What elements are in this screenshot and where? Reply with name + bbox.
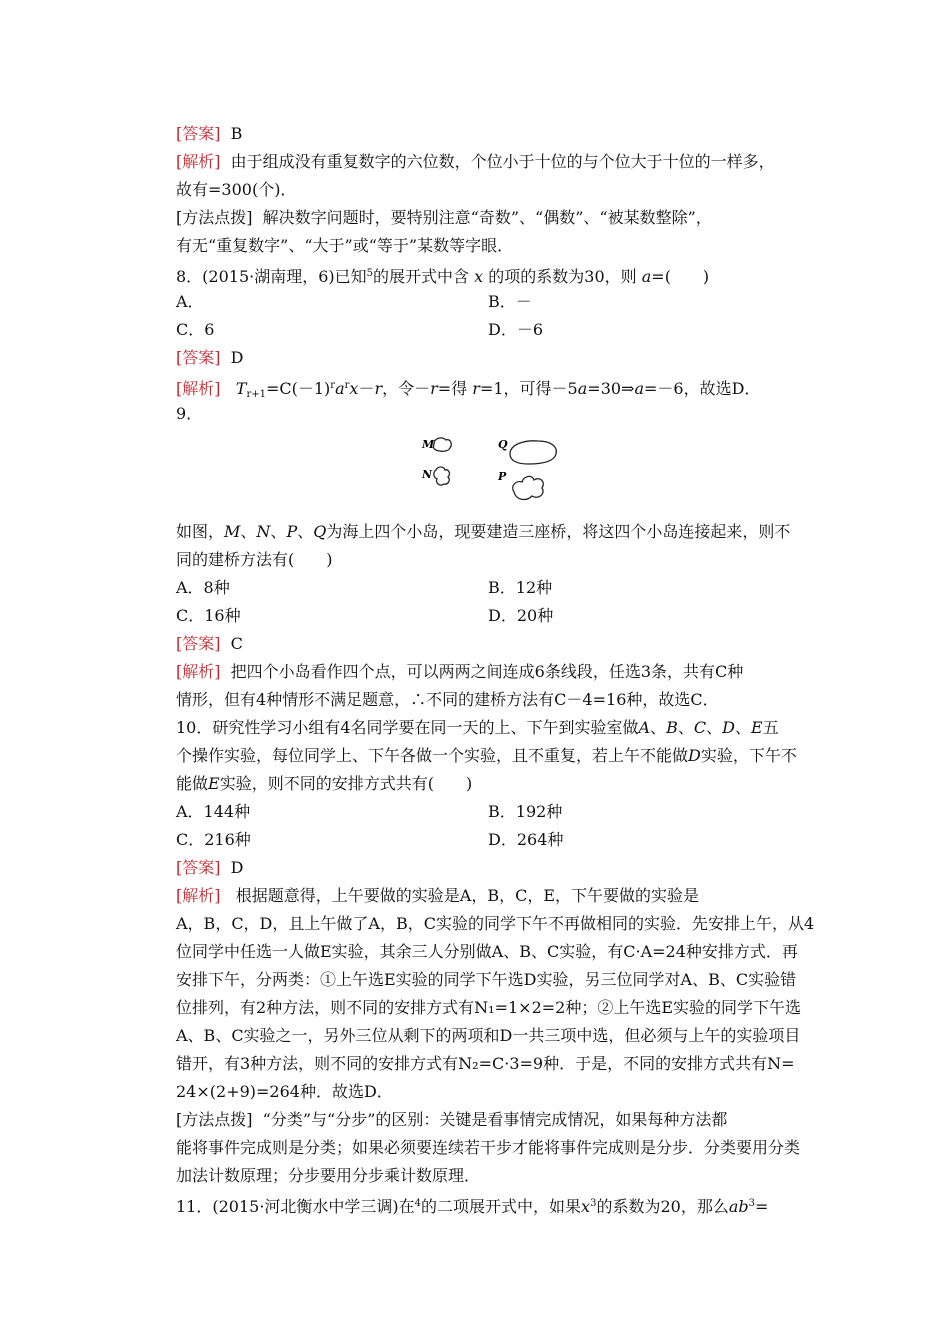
analysis-tag: [解析] [176, 662, 221, 681]
q8-part: 的展开式中含 [373, 267, 470, 286]
q10-part: 个操作实验，每位同学上、下午各做一个实验，且不重复，若上午不能做 [176, 746, 689, 765]
e8-a: a [577, 379, 588, 398]
question-8 [176, 264, 709, 287]
analysis-line-7 [176, 152, 775, 172]
e8-T: T [235, 379, 247, 398]
q11-part: = [754, 1197, 769, 1216]
q11-var-x: x [581, 1197, 591, 1216]
e8-r: r [472, 379, 480, 398]
method-text-cont: 有无“重复数字”、“大于”或“等于”某数等字眼． [176, 236, 514, 255]
q9-option-a: A．8种 [176, 578, 230, 597]
answer-value: C [230, 634, 243, 653]
q11-exp: 4 [414, 1198, 422, 1209]
q8-exp: 5 [366, 268, 374, 279]
q10-part: 能做 [176, 774, 209, 793]
e8-sub: r+1 [246, 389, 266, 400]
island-p-shape [513, 476, 544, 499]
method-text-cont: 加法计数原理；分步要用分步乘计数原理． [176, 1166, 481, 1185]
q9-var: M [224, 522, 241, 541]
method-text-cont: 能将事件完成则是分类；如果必须要连续若干步才能将事件完成则是分步．分类要用分类 [176, 1138, 801, 1157]
analysis-text-cont: A，B，C，D，且上午做了A，B，C实验的同学下午不再做相同的实验．先安排上午，从4 [176, 914, 815, 933]
island-label-p: P [498, 470, 507, 483]
answer-tag: [答案] [176, 348, 221, 367]
question-11 [176, 1194, 768, 1217]
e8-r: r [374, 379, 383, 398]
analysis-text-cont: 24×(2+9)=264种．故选D． [176, 1082, 393, 1101]
q10-sep: 、 [650, 718, 667, 737]
answer-line-10 [176, 858, 244, 878]
e8-part: － [358, 379, 375, 398]
q9-text-line1 [176, 522, 790, 542]
q11-part: 的二项展开式中，如果 [421, 1197, 582, 1216]
e8-part: =C(－1) [265, 379, 331, 398]
q10-part: 五 [762, 718, 779, 737]
q8-option-c: C．6 [176, 320, 215, 339]
e8-r: r [430, 379, 438, 398]
e8-a: a [335, 379, 345, 398]
q9-option-c: C．16种 [176, 606, 241, 625]
e8-x: x [349, 379, 359, 398]
answer-tag: [答案] [176, 858, 221, 877]
answer-line-7 [176, 124, 242, 144]
analysis-line-10 [176, 886, 699, 906]
q10-sep: 、 [735, 718, 752, 737]
method-text: “分类”与“分步”的区别：关键是看事情完成情况，如果每种方法都 [262, 1110, 728, 1129]
q11-exp: 3 [590, 1198, 597, 1209]
method-tag: [方法点拨] [176, 1110, 253, 1129]
island-label-m: M [422, 438, 435, 451]
q10-line1 [176, 718, 779, 738]
analysis-text-cont: 故有=300(个)． [176, 180, 297, 199]
q10-var: E [751, 718, 763, 737]
q10-var: A [638, 718, 651, 737]
analysis-line-9 [176, 662, 743, 682]
q10-var: D [722, 718, 735, 737]
method-text: 解决数字问题时，要特别注意“奇数”、“偶数”、“被某数整除”， [262, 208, 712, 227]
e8-part: =1，可得－5 [479, 379, 578, 398]
q8-option-a: A． [176, 292, 204, 311]
answer-value: D [230, 348, 244, 367]
islands-figure [420, 432, 560, 512]
answer-value: B [230, 124, 243, 143]
island-label-q: Q [498, 438, 508, 451]
q9-var: N [256, 522, 271, 541]
e8-part: =30⇒ [587, 379, 635, 398]
e8-a: a [634, 379, 644, 398]
island-n-shape [434, 467, 450, 485]
q10-sep: 、 [706, 718, 723, 737]
q10-option-b: B．192种 [488, 802, 563, 821]
q8-part: =( ) [651, 267, 710, 286]
q10-var: C [693, 718, 707, 737]
q9-option-d: D．20种 [488, 606, 554, 625]
q10-line2 [176, 746, 797, 766]
q8-var-a: a [641, 267, 652, 286]
analysis-text-cont: 位同学中任选一人做E实验，其余三人分别做A、B、C实验，有C·A=24种安排方式．再 [176, 942, 798, 961]
analysis-line-8 [176, 376, 760, 405]
analysis-tag: [解析] [176, 886, 221, 905]
q10-var: B [666, 718, 678, 737]
island-label-n: N [422, 468, 433, 481]
q11-part: 的系数为20，那么 [596, 1197, 729, 1216]
e8-part: =－6，故选D． [644, 379, 761, 398]
q11-exp: 3 [748, 1198, 755, 1209]
analysis-text: 由于组成没有重复数字的六位数，个位小于十位的与个位大于十位的一样多， [230, 152, 775, 171]
q10-part: 10．研究性学习小组有4名同学要在同一天的上、下午到实验室做 [176, 718, 639, 737]
analysis-text: 根据题意得，上午要做的实验是A，B，C，E，下午要做的实验是 [235, 886, 700, 905]
q8-option-b: B．－ [488, 292, 532, 311]
method-tag: [方法点拨] [176, 208, 253, 227]
analysis-text-cont: A、B、C实验之一，另外三位从剩下的两项和D一共三项中选，但必须与上午的实验项目 [176, 1026, 801, 1045]
q9-sep: 、 [270, 522, 287, 541]
q10-sep: 、 [677, 718, 694, 737]
q9-option-b: B．12种 [488, 578, 553, 597]
island-m-shape [433, 438, 451, 451]
q10-option-d: D．264种 [488, 830, 564, 849]
analysis-tag: [解析] [176, 379, 221, 398]
q10-part: 实验，则不同的安排方式共有( ) [219, 774, 473, 793]
method-line-10 [176, 1110, 727, 1130]
q9-part: 如图， [176, 522, 225, 541]
q9-sep: 、 [240, 522, 257, 541]
analysis-text-cont: 错开，有3种方法，则不同的安排方式有N₂=C·3=9种．于是，不同的安排方式共有N= [176, 1054, 795, 1073]
q10-option-c: C．216种 [176, 830, 251, 849]
q8-var-x: x [474, 267, 484, 286]
q9-text-line2: 同的建桥方法有( ) [176, 550, 333, 569]
q9-sep: 、 [297, 522, 314, 541]
answer-value: D [230, 858, 244, 877]
q11-var-ab: ab [728, 1197, 749, 1216]
e8-sup: r [344, 380, 350, 391]
q10-part: 实验，下午不 [700, 746, 797, 765]
answer-tag: [答案] [176, 124, 221, 143]
method-line-7 [176, 208, 712, 228]
e8-sup: r [330, 380, 336, 391]
q11-part: 11．(2015·河北衡水中学三调)在 [176, 1197, 415, 1216]
q10-var: D [688, 746, 701, 765]
q8-part: 8．(2015·湖南理，6)已知 [176, 267, 367, 286]
answer-line-8 [176, 348, 244, 368]
e8-part: =得 [437, 379, 468, 398]
island-q-shape [510, 441, 556, 464]
q8-option-d: D．－6 [488, 320, 544, 339]
analysis-tag: [解析] [176, 152, 221, 171]
q9-part: 为海上四个小岛，现要建造三座桥，将这四个小岛连接起来，则不 [326, 522, 791, 541]
q9-var: P [286, 522, 298, 541]
question-9-number: 9． [176, 404, 203, 423]
q10-line3 [176, 774, 472, 794]
answer-tag: [答案] [176, 634, 221, 653]
analysis-text-cont: 安排下午，分两类：①上午选E实验的同学下午选D实验，另三位同学对A、B、C实验错 [176, 970, 797, 989]
q10-option-a: A．144种 [176, 802, 251, 821]
analysis-text: 把四个小岛看作四个点，可以两两之间连成6条线段，任选3条，共有C种 [230, 662, 744, 681]
answer-line-9 [176, 634, 243, 654]
e8-part: ，令－ [382, 379, 431, 398]
q9-var: Q [313, 522, 327, 541]
analysis-text-cont: 位排列，有2种方法，则不同的安排方式有N₁=1×2=2种；②上午选E实验的同学下午选 [176, 998, 802, 1017]
q10-var: E [208, 774, 220, 793]
q8-part: 的项的系数为30，则 [488, 267, 637, 286]
analysis-text-cont: 情形，但有4种情形不满足题意，∴不同的建桥方法有C－4=16种，故选C． [176, 690, 719, 709]
